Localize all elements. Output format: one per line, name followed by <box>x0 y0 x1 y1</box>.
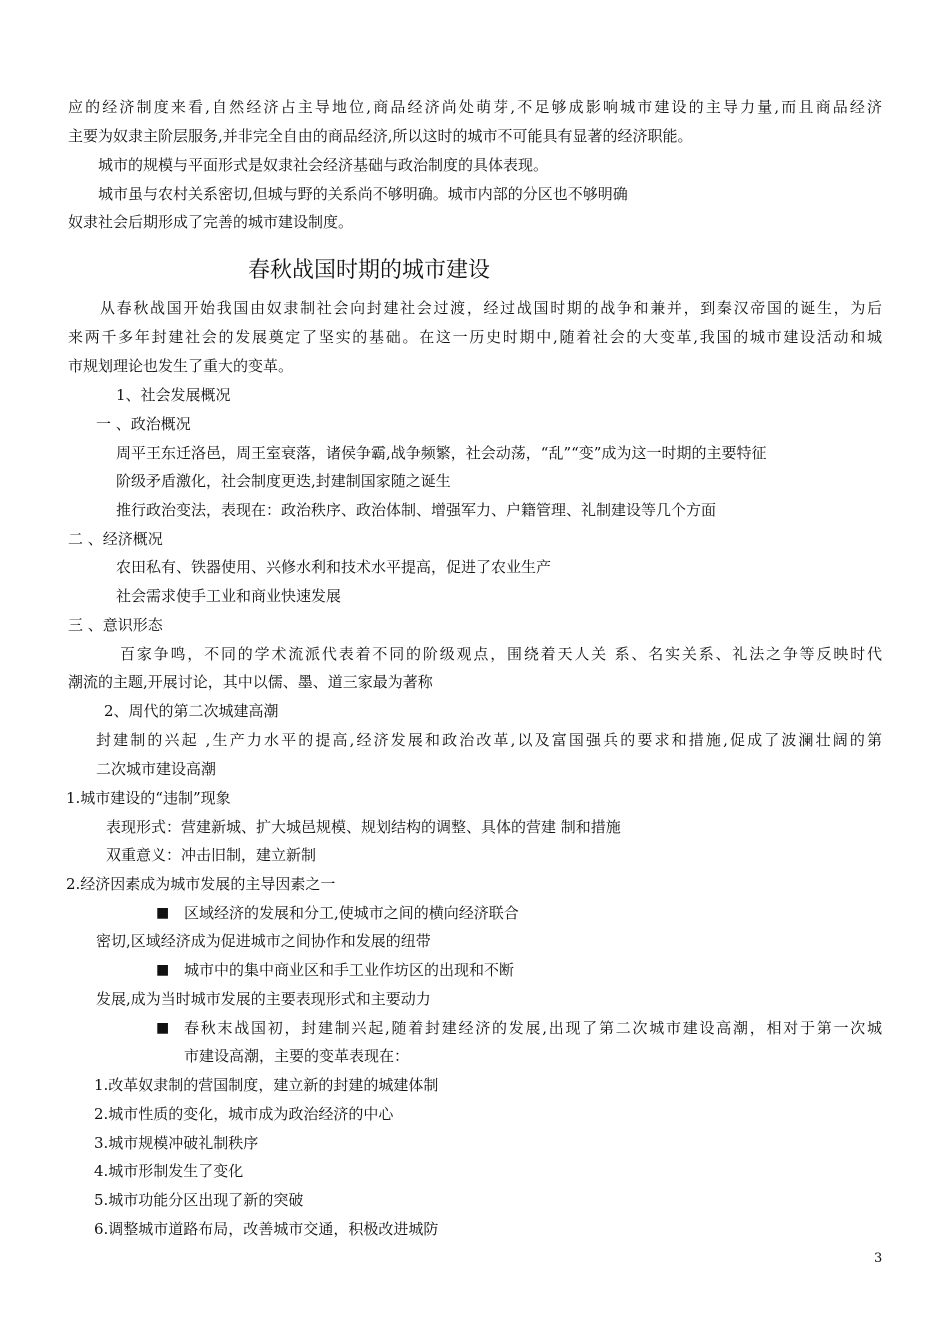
list-item: 2.城市性质的变化，城市成为政治经济的中心 <box>94 1105 394 1123</box>
text-line: 百家争鸣，不同的学术流派代表着不同的阶级观点，围绕着天人关 系、名实关系、礼法之争等反映时代 <box>120 645 882 663</box>
subsection-heading: 2.经济因素成为城市发展的主导因素之一 <box>66 875 336 893</box>
text-line: 密切,区域经济成为促进城市之间协作和发展的纽带 <box>96 932 431 950</box>
subsection-heading: 一 、政治概况 <box>96 415 191 433</box>
text-line: 市建设高潮，主要的变革表现在： <box>184 1047 410 1065</box>
list-item: 6.调整城市道路布局，改善城市交通，积极改进城防 <box>94 1220 439 1238</box>
text-line: 社会需求使手工业和商业快速发展 <box>116 587 342 605</box>
text-line: 应的经济制度来看,自然经济占主导地位,商品经济尚处萌芽,不足够成影响城市建设的主导力量,而且商品经济 <box>68 98 882 116</box>
list-item: 1.改革奴隶制的营国制度，建立新的封建的城建体制 <box>94 1076 439 1094</box>
subsection-heading: 1、社会发展概况 <box>116 386 231 404</box>
text-line: 阶级矛盾激化，社会制度更迭,封建制国家随之诞生 <box>116 472 451 490</box>
text-line: 封建制的兴起 ,生产力水平的提高,经济发展和政治改革,以及富国强兵的要求和措施,促成了波澜壮阔的第 <box>96 731 882 749</box>
text-line: 春秋末战国初，封建制兴起,随着封建经济的发展,出现了第二次城市建设高潮，相对于第一次城 <box>184 1019 882 1037</box>
subsection-heading: 三 、意识形态 <box>68 616 163 634</box>
text-line: 发展,成为当时城市发展的主要表现形式和主要动力 <box>96 990 431 1008</box>
page-number: 3 <box>874 1251 883 1266</box>
subsection-heading: 二 、经济概况 <box>68 530 163 548</box>
text-line: 推行政治变法，表现在：政治秩序、政治体制、增强军力、户籍管理、礼制建设等几个方面 <box>116 501 717 519</box>
subsection-heading: 1.城市建设的“违制”现象 <box>66 789 231 807</box>
bullet-icon: ■ <box>156 1020 170 1036</box>
list-item: 5.城市功能分区出现了新的突破 <box>94 1191 304 1209</box>
text-line: 城市虽与农村关系密切,但城与野的关系尚不够明确。城市内部的分区也不够明确 <box>98 185 628 203</box>
text-line: 市规划理论也发生了重大的变革。 <box>68 357 294 375</box>
text-line: 来两千多年封建社会的发展奠定了坚实的基础。在这一历史时期中,随着社会的大变革,我国的城市建设活动和城 <box>68 328 882 346</box>
bullet-icon: ■ <box>156 905 170 921</box>
text-line: 主要为奴隶主阶层服务,并非完全自由的商品经济,所以这时的城市不可能具有显著的经济职能。 <box>68 127 693 145</box>
subsection-heading: 2、周代的第二次城建高潮 <box>104 702 279 720</box>
text-line: 奴隶社会后期形成了完善的城市建设制度。 <box>68 213 354 231</box>
text-line: 城市的规模与平面形式是奴隶社会经济基础与政治制度的具体表现。 <box>98 156 549 174</box>
text-line: 区域经济的发展和分工,使城市之间的横向经济联合 <box>184 904 519 922</box>
text-line: 双重意义：冲击旧制，建立新制 <box>106 846 317 864</box>
text-line: 二次城市建设高潮 <box>96 760 217 778</box>
section-heading: 春秋战国时期的城市建设 <box>248 258 491 283</box>
text-line: 周平王东迁洛邑，周王室衰落，诸侯争霸,战争频繁，社会动荡，“乱”“变”成为这一时期的主要特征 <box>116 444 767 462</box>
text-line: 潮流的主题,开展讨论，其中以儒、墨、道三家最为著称 <box>68 673 433 691</box>
text-line: 城市中的集中商业区和手工业作坊区的出现和不断 <box>184 961 515 979</box>
text-line: 农田私有、铁器使用、兴修水利和技术水平提高，促进了农业生产 <box>116 558 552 576</box>
bullet-icon: ■ <box>156 962 170 978</box>
text-line: 从春秋战国开始我国由奴隶制社会向封建社会过渡，经过战国时期的战争和兼并，到秦汉帝国的诞生，为后 <box>100 299 882 317</box>
list-item: 4.城市形制发生了变化 <box>94 1162 244 1180</box>
list-item: 3.城市规模冲破礼制秩序 <box>94 1134 259 1152</box>
text-line: 表现形式：营建新城、扩大城邑规模、规划结构的调整、具体的营建 制和措施 <box>106 818 621 836</box>
